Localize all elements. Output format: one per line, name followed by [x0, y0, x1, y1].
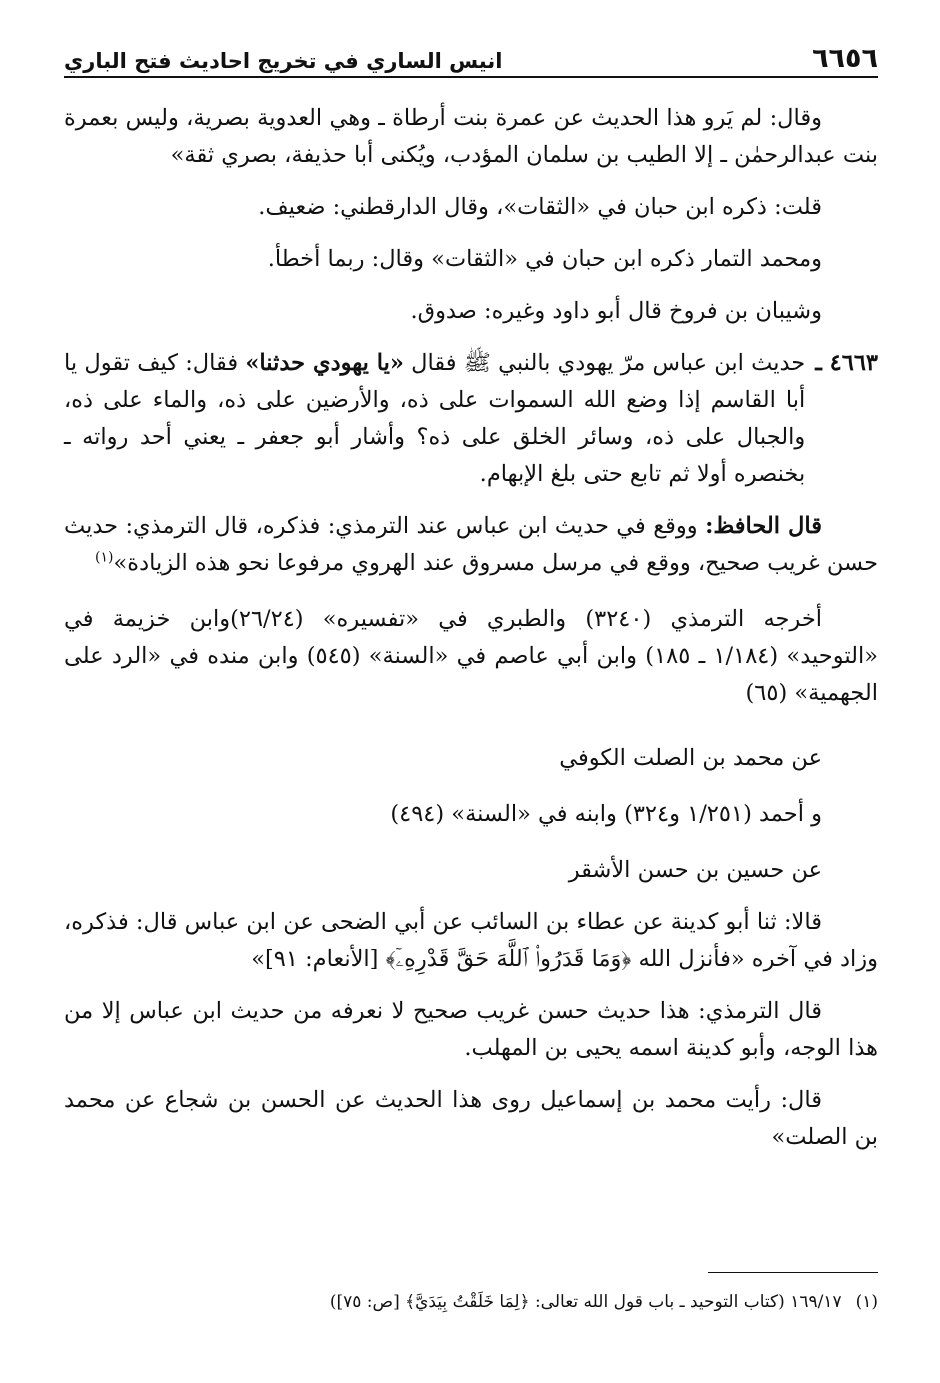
hafiz-label: قال الحافظ: [705, 513, 822, 539]
hadith-text [64, 345, 805, 493]
footnote-reference: (١) [95, 549, 114, 566]
hafiz-text: ووقع في حديث ابن عباس عند الترمذي: فذكره، قال الترمذي: حديث حسن غريب صحيح، ووقع في مرسل مسروق عند الهروي مرفوعا نحو هذه الزيادة» [64, 513, 878, 576]
page-body [64, 100, 878, 1156]
hadith-text-part: حديث ابن عباس مرّ يهودي بالنبي ﷺ فقال [403, 350, 806, 376]
footnote-divider [708, 1272, 878, 1273]
hadith-text-part: فقال: كيف تقول يا أبا القاسم إذا وضع الله السموات على ذه، والأرضين على ذه، والماء على ذه، والجبال على ذه، وسائر الخلق على ذه؟ وأشار أبو جعفر ـ يعني أحد رواته ـ بخنصره أولا ثم تابع حتى بلغ الإبهام. [64, 350, 806, 487]
takhrij-paragraph: أخرجه الترمذي (٣٢٤٠) والطبري في «تفسيره» (٢٦/٢٤)وابن خزيمة في «التوحيد» (١/١٨٤ ـ ١٨٥) وابن أبي عاصم في «السنة» (٥٤٥) وابن منده في «الرد على الجهمية» (٦٥) [64, 606, 878, 706]
takhrij-paragraph: عن محمد بن الصلت الكوفي [559, 745, 822, 771]
footnote-text: ١٦٩/١٧ (كتاب التوحيد ـ باب قول الله تعالى: ﴿لِمَا خَلَقْتُ بِيَدَيَّ﴾ [ص: ٧٥]) [329, 1292, 842, 1312]
hadith-quote: «يا يهودي حدثنا» [245, 350, 404, 376]
takhrij-paragraph: قالا: ثنا أبو كدينة عن عطاء بن السائب عن أبي الضحى عن ابن عباس قال: فذكره، وزاد في آخره «فأنزل الله ﴿وَمَا قَدَرُوا۟ ٱللَّهَ حَقَّ قَدْرِهِۦٓ﴾ [الأنعام: ٩١]» [64, 909, 878, 972]
takhrij-paragraph: قال: رأيت محمد بن إسماعيل روى هذا الحديث عن الحسن بن شجاع عن محمد بن الصلت» [64, 1087, 878, 1150]
hadith-number: ٤٦٦٣ ـ [815, 350, 878, 376]
footnote [64, 1288, 878, 1316]
paragraph: وشيبان بن فروخ قال أبو داود وغيره: صدوق. [410, 298, 822, 324]
paragraph: ومحمد التمار ذكره ابن حبان في «الثقات» وقال: ربما أخطأ. [267, 246, 822, 272]
paragraph: قلت: ذكره ابن حبان في «الثقات»، وقال الدارقطني: ضعيف. [258, 194, 822, 220]
takhrij-paragraph: و أحمد (١/٢٥١ و٣٢٤) وابنه في «السنة» (٤٩٤) [390, 801, 822, 827]
takhrij-paragraph: قال الترمذي: هذا حديث حسن غريب صحيح لا نعرفه من حديث ابن عباس إلا من هذا الوجه، وأبو كدينة اسمه يحيى بن المهلب. [64, 998, 878, 1061]
page-header [64, 38, 878, 78]
takhrij-paragraph: عن حسين بن حسن الأشقر [568, 857, 822, 883]
running-title: انيس الساري في تخريج احاديث فتح الباري [64, 49, 503, 73]
footnote-number: (١) [855, 1292, 878, 1312]
paragraph: وقال: لم يَرو هذا الحديث عن عمرة بنت أرطاة ـ وهي العدوية بصرية، وليس بعمرة بنت عبدالرحمٰن ـ إلا الطيب بن سلمان المؤدب، ويُكنى أبا حذيفة، بصري ثقة» [64, 105, 878, 168]
page-number: ٦٦٥٦ [812, 43, 878, 74]
hadith-entry [64, 345, 878, 493]
hafiz-commentary [64, 508, 878, 582]
